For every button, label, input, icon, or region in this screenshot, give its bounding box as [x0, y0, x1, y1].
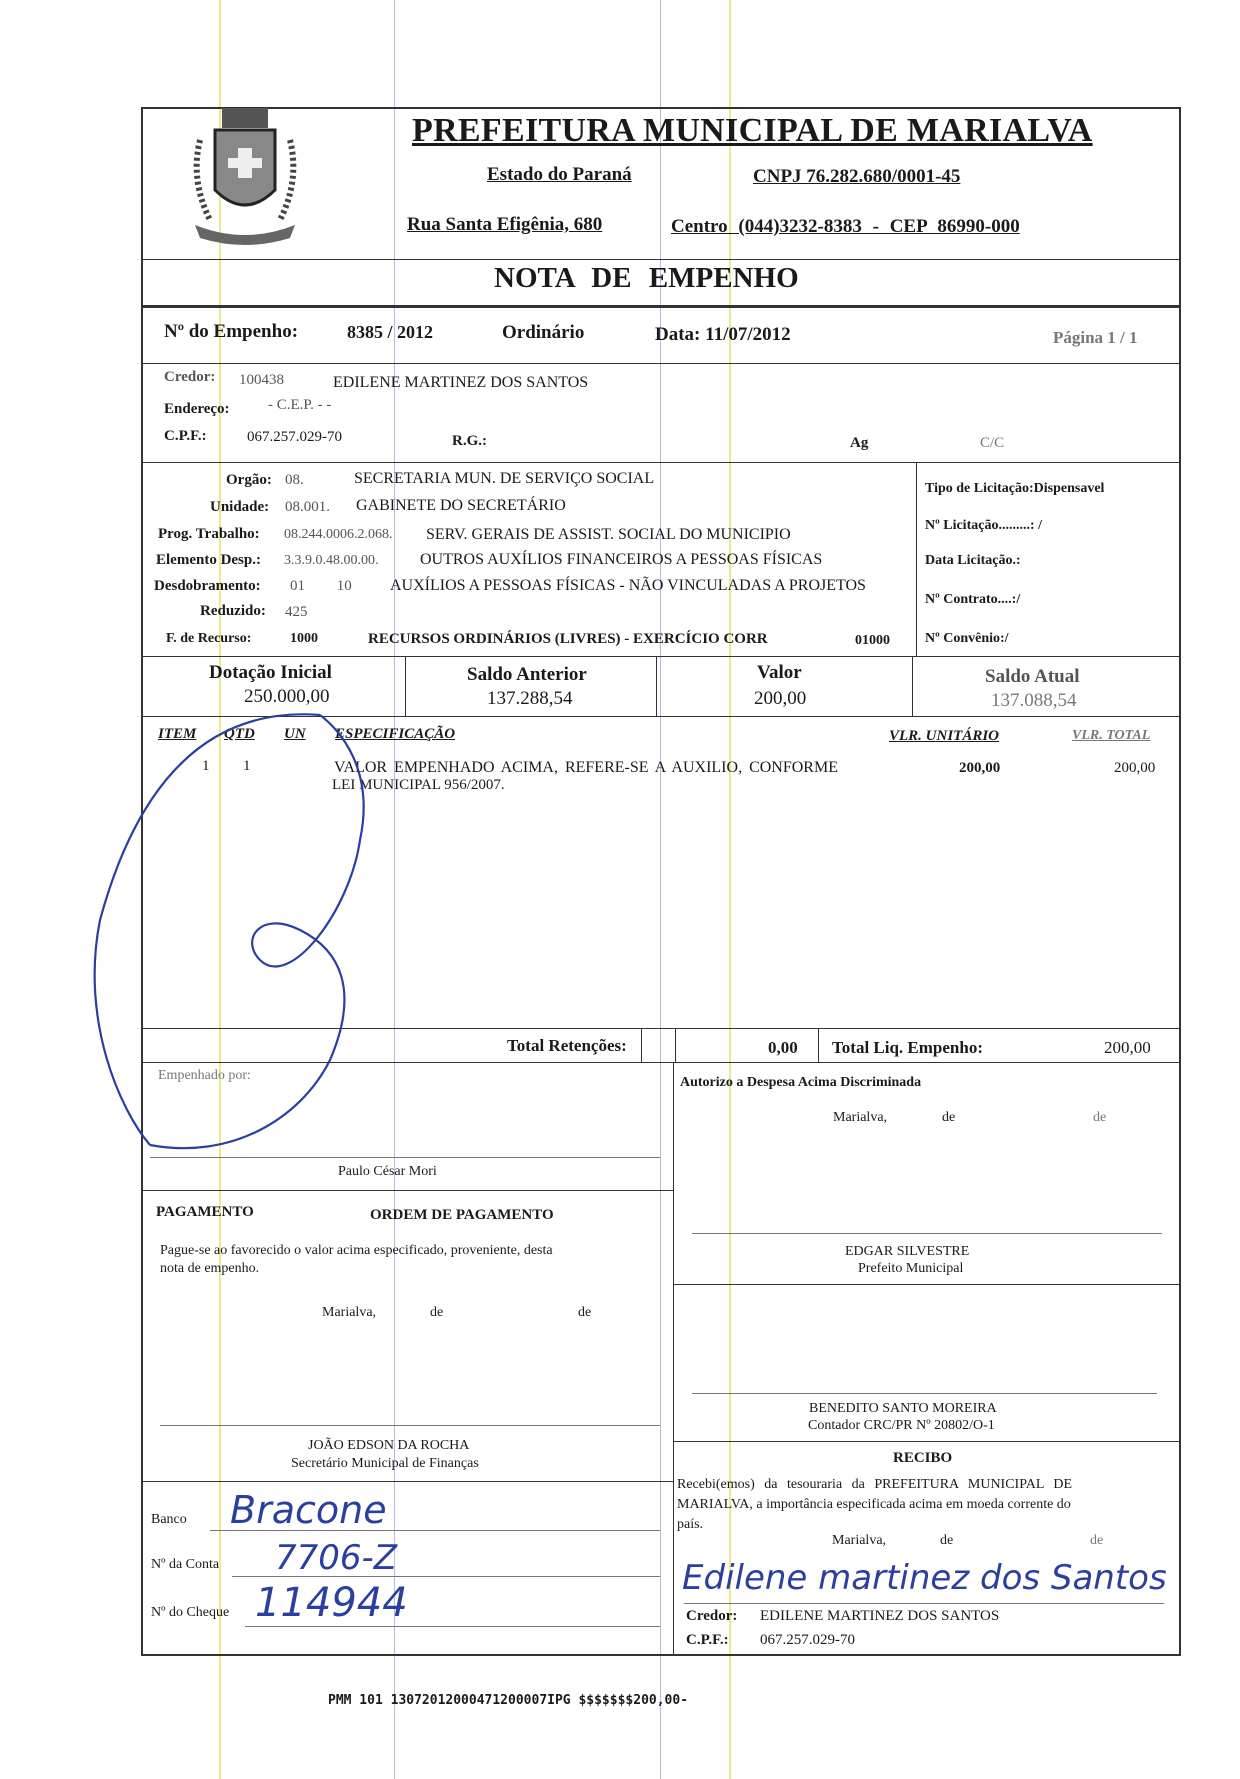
contador-name: BENEDITO SANTO MOREIRA — [809, 1401, 997, 1416]
recibo-city: Marialva, — [832, 1533, 887, 1548]
credor-signature: Edilene martinez dos Santos — [682, 1558, 1167, 1598]
recurso-label: F. de Recurso: — [166, 631, 252, 646]
pagamento-de1: de — [430, 1305, 444, 1320]
orgao-code: 08. — [285, 472, 304, 488]
col-item: ITEM — [158, 726, 197, 742]
autorizo-de1: de — [942, 1110, 956, 1125]
credor-code: 100438 — [239, 372, 284, 388]
secretario-role: Secretário Municipal de Finanças — [291, 1456, 479, 1471]
recibo-de1: de — [940, 1533, 954, 1548]
reduzido-label: Reduzido: — [200, 603, 266, 619]
saldo-atual-label: Saldo Atual — [985, 666, 1080, 687]
recibo-cpf-value: 067.257.029-70 — [760, 1632, 855, 1648]
secretario-name: JOÃO EDSON DA ROCHA — [308, 1438, 470, 1453]
credor-label: Credor: — [164, 369, 216, 385]
retencoes-value: 0,00 — [768, 1038, 798, 1057]
col-vlr-unitario: VLR. UNITÁRIO — [889, 728, 1000, 744]
item-desc-line1: VALOR EMPENHADO ACIMA, REFERE-SE A AUXILIO, CONFORME — [334, 759, 838, 776]
prefeito-name: EDGAR SILVESTRE — [845, 1244, 970, 1259]
col-vlr-total: VLR. TOTAL — [1072, 728, 1151, 743]
prog-trabalho-label: Prog. Trabalho: — [158, 526, 260, 542]
unidade-desc: GABINETE DO SECRETÁRIO — [356, 497, 566, 514]
recibo-de2: de — [1090, 1533, 1104, 1548]
ag-label: Ag — [850, 435, 869, 451]
numero-convenio: Nº Convênio:/ — [925, 631, 1009, 646]
pagamento-text-2: nota de empenho. — [160, 1261, 260, 1276]
empenho-label: Nº do Empenho: — [164, 321, 299, 342]
autorizo-de2: de — [1093, 1110, 1107, 1125]
saldo-atual-value: 137.088,54 — [991, 690, 1077, 711]
unidade-label: Unidade: — [210, 499, 270, 515]
rg-label: R.G.: — [452, 433, 487, 449]
endereco-value: - C.E.P. - - — [268, 397, 332, 413]
saldo-anterior-label: Saldo Anterior — [467, 664, 587, 685]
handwritten-loop-annotation — [90, 690, 450, 1170]
municipal-coat-of-arms — [180, 100, 310, 250]
numero-contrato: Nº Contrato....:/ — [925, 592, 1021, 607]
footer-control-code: PMM 101 13072012000471200007IPG $$$$$$$200,00- — [328, 1693, 689, 1708]
cc-label: C/C — [980, 435, 1005, 451]
col-especificacao: ESPECIFICAÇÃO — [335, 726, 456, 742]
liq-empenho-value: 200,00 — [1104, 1038, 1151, 1057]
cpf-label: C.P.F.: — [164, 428, 207, 444]
prog-trabalho-desc: SERV. GERAIS DE ASSIST. SOCIAL DO MUNICIPIO — [426, 526, 791, 543]
credor-name: EDILENE MARTINEZ DOS SANTOS — [333, 374, 589, 391]
dotacao-label: Dotação Inicial — [209, 662, 332, 683]
banco-label: Banco — [151, 1512, 187, 1527]
liq-empenho-label: Total Liq. Empenho: — [832, 1038, 983, 1057]
desdobramento-code: 01 10 — [290, 578, 352, 594]
empenho-number: 8385 / 2012 — [347, 322, 434, 342]
empenho-date: Data: 11/07/2012 — [655, 324, 791, 345]
valor-value: 200,00 — [754, 688, 807, 709]
ordem-pagamento-label: ORDEM DE PAGAMENTO — [370, 1207, 554, 1223]
desdobramento-desc: AUXÍLIOS A PESSOAS FÍSICAS - NÃO VINCULADAS A PROJETOS — [390, 577, 866, 594]
cnpj: CNPJ 76.282.680/0001-45 — [753, 166, 961, 187]
address: Rua Santa Efigênia, 680 — [407, 214, 603, 235]
recibo-credor-label: Credor: — [686, 1608, 738, 1624]
empenhado-label: Empenhado por: — [158, 1068, 251, 1083]
item-qtd: 1 — [243, 758, 251, 774]
cheque-handwritten: 114944 — [255, 1580, 408, 1626]
prefeito-role: Prefeito Municipal — [858, 1261, 964, 1276]
recurso-desc: RECURSOS ORDINÁRIOS (LIVRES) - EXERCÍCIO CORR — [368, 631, 768, 647]
cheque-label: Nº do Cheque — [151, 1605, 230, 1620]
elemento-desc: OUTROS AUXÍLIOS FINANCEIROS A PESSOAS FÍSICAS — [420, 551, 823, 568]
item-total-value: 200,00 — [1114, 760, 1156, 776]
reduzido-code: 425 — [285, 604, 308, 620]
banco-handwritten: Bracone — [230, 1488, 387, 1532]
orgao-label: Orgão: — [226, 472, 272, 488]
recibo-cpf-label: C.P.F.: — [686, 1632, 729, 1648]
autorizo-label: Autorizo a Despesa Acima Discriminada — [680, 1075, 922, 1090]
empenhado-name: Paulo César Mori — [338, 1164, 437, 1179]
numero-licitacao: Nº Licitação.........: / — [925, 518, 1042, 533]
recibo-text-3: país. — [677, 1517, 704, 1532]
elemento-label: Elemento Desp.: — [156, 552, 261, 568]
dotacao-value: 250.000,00 — [244, 686, 330, 707]
pagamento-text-1: Pague-se ao favorecido o valor acima especificado, proveniente, desta — [160, 1243, 553, 1258]
contador-role: Contador CRC/PR Nº 20802/O-1 — [808, 1418, 995, 1433]
tipo-licitacao: Tipo de Licitação:Dispensavel — [925, 481, 1105, 496]
page-indicator: Página 1 / 1 — [1053, 328, 1138, 347]
recibo-text-2: MARIALVA, a importância especificada acima em moeda corrente do — [677, 1497, 1071, 1512]
orgao-desc: SECRETARIA MUN. DE SERVIÇO SOCIAL — [354, 470, 655, 487]
item-unit-value: 200,00 — [959, 760, 1001, 776]
empenho-type: Ordinário — [502, 322, 585, 343]
cpf-value: 067.257.029-70 — [247, 429, 342, 445]
item-number: 1 — [202, 758, 210, 774]
recibo-text-1: Recebi(emos) da tesouraria da PREFEITURA MUNICIPAL DE — [677, 1477, 1073, 1492]
endereco-label: Endereço: — [164, 401, 230, 417]
state-name: Estado do Paraná — [487, 164, 632, 185]
recibo-credor-name: EDILENE MARTINEZ DOS SANTOS — [760, 1608, 1000, 1624]
autorizo-city: Marialva, — [833, 1110, 888, 1125]
unidade-code: 08.001. — [285, 499, 330, 515]
valor-label: Valor — [757, 662, 802, 683]
conta-label: Nº da Conta — [151, 1557, 220, 1572]
data-licitacao: Data Licitação.: — [925, 553, 1021, 568]
elemento-code: 3.3.9.0.48.00.00. — [284, 553, 379, 568]
conta-handwritten: 7706-Z — [275, 1538, 398, 1578]
retencoes-label: Total Retenções: — [507, 1036, 627, 1055]
desdobramento-label: Desdobramento: — [154, 578, 261, 594]
recibo-title: RECIBO — [893, 1450, 953, 1466]
recurso-code: 1000 — [290, 631, 318, 646]
document-title: NOTA DE EMPENHO — [494, 262, 799, 294]
recurso-extra: 01000 — [855, 633, 890, 648]
pagamento-city: Marialva, — [322, 1305, 377, 1320]
prog-trabalho-code: 08.244.0006.2.068. — [284, 527, 393, 542]
col-qtd: QTD — [224, 726, 255, 742]
saldo-anterior-value: 137.288,54 — [487, 688, 573, 709]
pagamento-label: PAGAMENTO — [156, 1204, 254, 1220]
municipality-title: PREFEITURA MUNICIPAL DE MARIALVA — [412, 112, 1093, 149]
address-contact: Centro (044)3232-8383 - CEP 86990-000 — [671, 216, 1020, 237]
col-un: UN — [284, 726, 306, 742]
item-desc-line2: LEI MUNICIPAL 956/2007. — [332, 777, 505, 793]
pagamento-de2: de — [578, 1305, 592, 1320]
